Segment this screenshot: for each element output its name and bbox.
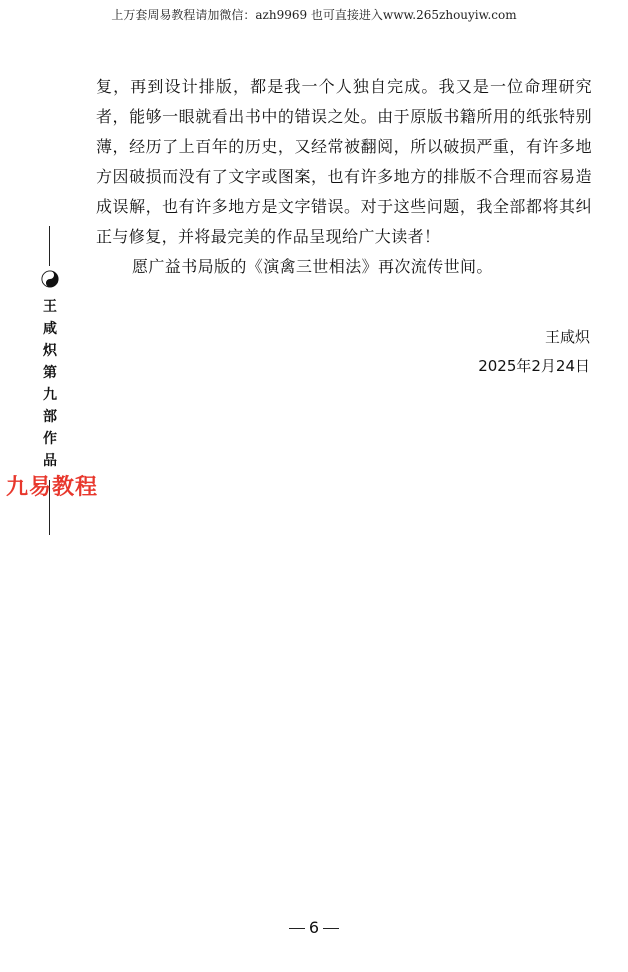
signature-date: 2025年2月24日: [478, 357, 590, 375]
body-text: [96, 72, 592, 282]
page-number: 6: [308, 918, 320, 937]
header-banner: 上万套周易教程请加微信：azh9969 也可直接进入www.265zhouyiw.com: [111, 8, 517, 22]
sidebar-line-top: [49, 226, 50, 266]
footer-dash-right: [323, 928, 339, 929]
sidebar-char: 第: [43, 365, 57, 381]
sidebar-char: 咸: [43, 321, 57, 337]
watermark-logo: 九易教程: [6, 475, 99, 500]
sidebar-char: 作: [43, 431, 57, 447]
sidebar-char: 王: [43, 299, 57, 315]
footer-dash-left: [289, 928, 305, 929]
author-signature: 王咸炽: [544, 328, 590, 346]
sidebar-char: 部: [43, 409, 57, 425]
sidebar-title: [40, 296, 60, 472]
page-footer: [0, 918, 628, 937]
paragraph-1: 复，再到设计排版，都是我一个人独自完成。我又是一位命理研究者，能够一眼就看出书中的错误之处。由于原版书籍所用的纸张特别薄，经历了上百年的历史，又经常被翻阅，所以破损严重，有许多地方因破损而没有了文字或图案，也有许多地方的排版不合理而容易造成误解，也有许多地方是文字错误。对于这些问题，我全部都将其纠正与修复，并将最完美的作品呈现给广大读者！: [96, 77, 592, 246]
sidebar-char: 九: [43, 387, 57, 403]
sidebar-char: 品: [43, 453, 57, 469]
taiji-icon: [41, 270, 59, 288]
sidebar-char: 炽: [43, 343, 57, 359]
paragraph-2: 愿广益书局版的《演禽三世相法》再次流传世间。: [132, 257, 493, 276]
